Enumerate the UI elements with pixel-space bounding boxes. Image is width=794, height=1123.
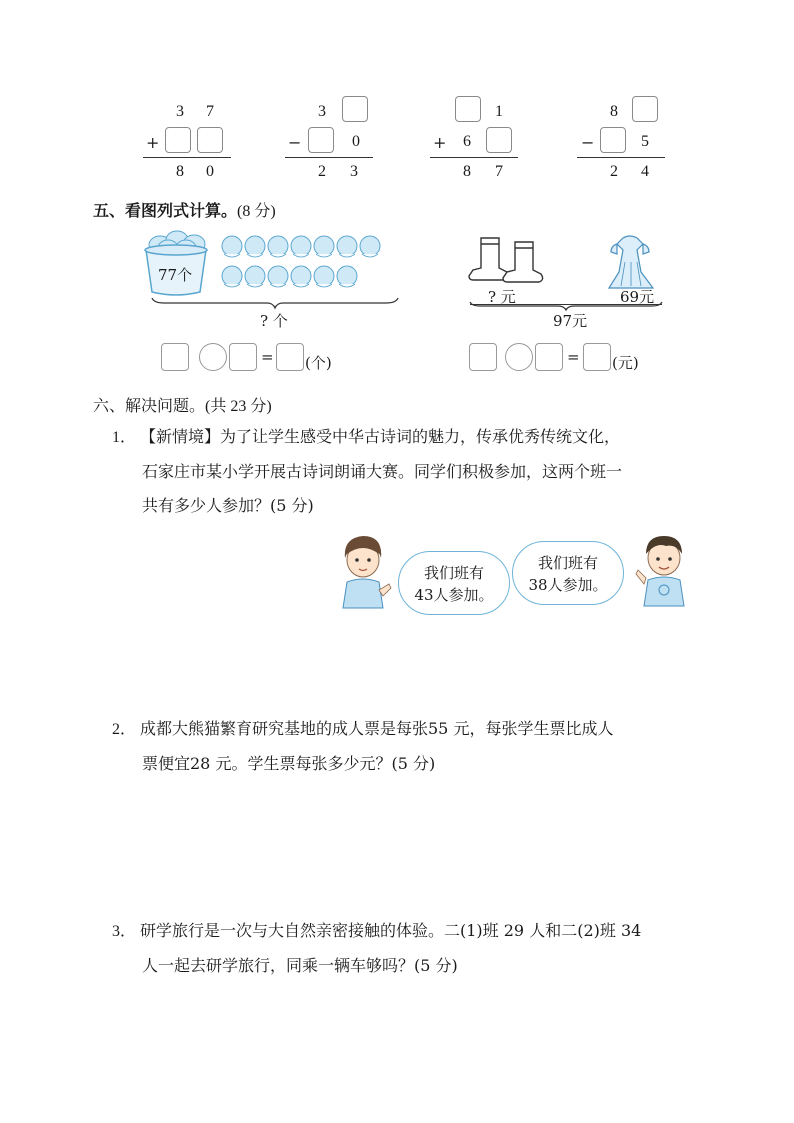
question-text: 研学旅行是一次与大自然亲密接触的体验。二(1)班 29 人和二(2)班 34 [140, 921, 642, 940]
equals-sign: = [261, 348, 274, 366]
section-title-text: 六、解决问题。 [93, 396, 206, 415]
operator-circle[interactable] [505, 343, 533, 371]
digit: 2 [610, 163, 618, 180]
digit: 4 [641, 163, 649, 180]
digit: 3 [176, 103, 184, 120]
section-6-title [93, 393, 272, 416]
question-text: 共有多少人参加？(5 分) [142, 496, 314, 515]
boy-right-illustration [632, 530, 696, 608]
digit: 7 [206, 103, 214, 120]
total-label: ? 个 [260, 312, 288, 330]
answer-box[interactable] [276, 343, 304, 371]
bubble-text: 43人参加。 [414, 586, 494, 604]
total-price-label: 97元 [553, 312, 588, 330]
answer-box[interactable] [161, 343, 189, 371]
question-number: 2． [112, 721, 137, 738]
question-text: 【新情境】为了让学生感受中华古诗词的魅力，传承优秀传统文化， [140, 427, 621, 446]
digit: 3 [318, 103, 326, 120]
bubble-text: 我们班有 [537, 554, 598, 572]
answer-box[interactable] [308, 127, 334, 153]
answer-box[interactable] [600, 127, 626, 153]
digit: 5 [641, 133, 649, 150]
digit: 8 [610, 103, 618, 120]
question-text: 人一起去研学旅行，同乘一辆车够吗？(5 分) [142, 956, 458, 975]
section-points: (8 分) [237, 203, 276, 220]
digit: 8 [176, 163, 184, 180]
digit: 7 [495, 163, 503, 180]
answer-box[interactable] [165, 127, 191, 153]
answer-box[interactable] [455, 96, 481, 122]
operator: + [146, 133, 160, 152]
speech-bubble-left [398, 551, 510, 615]
digit: 0 [206, 163, 214, 180]
section-5-title [93, 198, 276, 221]
unit-label: (个) [305, 354, 332, 372]
digit: 1 [495, 103, 503, 120]
digit: 3 [350, 163, 358, 180]
section-title-text: 五、看图列式计算。 [93, 201, 238, 220]
answer-box[interactable] [342, 96, 368, 122]
answer-box[interactable] [632, 96, 658, 122]
boy-left-illustration [335, 532, 395, 610]
question-number: 3． [112, 923, 137, 940]
speech-bubble-right [512, 541, 624, 605]
answer-box[interactable] [583, 343, 611, 371]
boots-and-dress-illustration [465, 232, 670, 292]
answer-box[interactable] [229, 343, 257, 371]
equals-sign: = [567, 348, 580, 366]
underline [577, 157, 665, 158]
dress-price-label: 69元 [620, 288, 655, 306]
unit-label: (元) [612, 354, 639, 372]
question-text: 成都大熊猫繁育研究基地的成人票是每张55 元，每张学生票比成人 [140, 719, 614, 738]
underline [285, 157, 373, 158]
digit: 2 [318, 163, 326, 180]
operator: + [433, 133, 447, 152]
question-number: 1． [112, 429, 137, 446]
brace [150, 296, 400, 310]
answer-box[interactable] [197, 127, 223, 153]
operator: − [288, 133, 302, 152]
digit: 0 [352, 133, 360, 150]
digit: 6 [463, 133, 471, 150]
boots-price-label: ? 元 [488, 288, 516, 306]
section-points: (共 23 分) [205, 398, 272, 415]
question-1 [112, 420, 702, 523]
question-2 [112, 712, 702, 781]
operator-circle[interactable] [199, 343, 227, 371]
digit: 8 [463, 163, 471, 180]
question-3 [112, 914, 702, 983]
underline [143, 157, 231, 158]
question-text: 石家庄市某小学开展古诗词朗诵大赛。同学们积极参加，这两个班一 [142, 462, 623, 481]
question-text: 票便宜28 元。学生票每张多少元？(5 分) [142, 754, 436, 773]
answer-box[interactable] [469, 343, 497, 371]
answer-box[interactable] [535, 343, 563, 371]
underline [430, 157, 518, 158]
bubble-text: 我们班有 [423, 564, 484, 582]
answer-box[interactable] [486, 127, 512, 153]
operator: − [581, 133, 595, 152]
bubble-text: 38人参加。 [528, 576, 608, 594]
basket-label: 77个 [158, 266, 193, 284]
